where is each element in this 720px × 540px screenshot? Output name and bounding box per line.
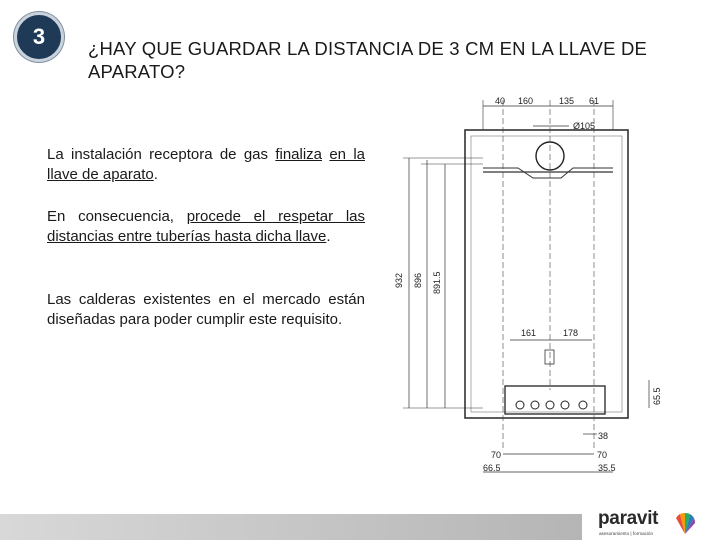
dim-label: 38 [598, 431, 609, 441]
dim-label: 40 [495, 96, 506, 106]
underlined-text: procede el respetar las distancias entre tuberías hasta dicha llave [47, 208, 366, 245]
paragraph-text: En consecuencia, [47, 208, 187, 225]
underlined-text: en la llave de aparato [47, 146, 366, 183]
footer-bar [0, 514, 582, 540]
dim-label: 66.5 [483, 463, 501, 473]
boiler-dimension-diagram [383, 90, 668, 475]
slide-number: 3 [32, 24, 46, 49]
dim-label: 70 [491, 450, 502, 460]
boiler-outline [465, 130, 628, 418]
brand-name: paravit [598, 508, 659, 529]
dim-label: 161 [521, 328, 537, 338]
brand-tagline: asesoramiento | formación [599, 531, 654, 536]
paragraph-consequence [47, 207, 365, 247]
dim-label: 70 [597, 450, 608, 460]
dim-label: 160 [518, 96, 534, 106]
paragraph-installation [47, 145, 365, 185]
paragraph-text: La instalación receptora de gas [47, 146, 276, 163]
slide-number-badge [14, 12, 64, 62]
dim-label: 891.5 [432, 271, 442, 294]
dim-label: 61 [589, 96, 600, 106]
dim-label: 896 [413, 272, 423, 288]
dim-label: 932 [394, 272, 404, 288]
paravit-logo [598, 508, 708, 538]
dim-label: 178 [563, 328, 579, 338]
paragraph-text: . [326, 228, 331, 245]
paragraph-boilers: Las calderas existentes en el mercado están diseñadas para poder cumplir este requisito. [47, 291, 365, 328]
dim-label: 135 [559, 96, 575, 106]
dim-label: 65.5 [652, 387, 662, 405]
flue-diameter-label: Ø105 [573, 121, 596, 131]
fan-logo-icon [674, 510, 696, 536]
paragraph-text: . [153, 166, 158, 183]
slide-title: ¿HAY QUE GUARDAR LA DISTANCIA DE 3 CM EN LA LLAVE DE APARATO? [88, 38, 648, 82]
dim-label: 35.5 [598, 463, 616, 473]
underlined-text: finaliza [275, 146, 323, 163]
